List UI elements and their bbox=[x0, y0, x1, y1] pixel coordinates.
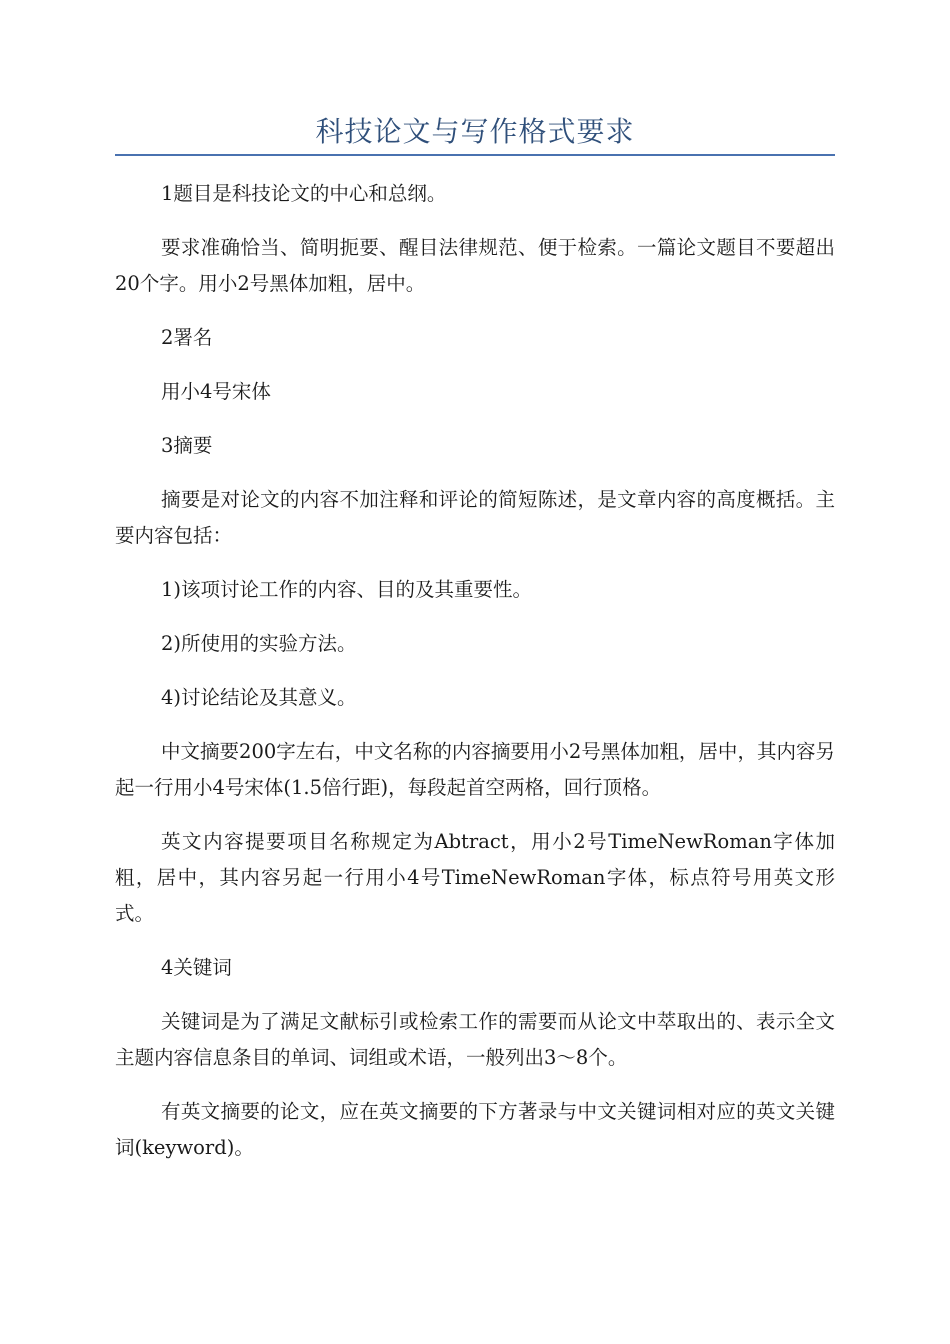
title-underline bbox=[115, 154, 835, 156]
paragraph-english-keywords: 有英文摘要的论文，应在英文摘要的下方著录与中文关键词相对应的英文关键词(keyword)。 bbox=[115, 1100, 835, 1159]
paragraph-english-abstract: 英文内容提要项目名称规定为Abtract，用小2号TimeNewRoman字体加粗，居中，其内容另起一行用小4号TimeNewRoman字体，标点符号用英文形式。 bbox=[115, 830, 835, 925]
paragraph-abstract-definition: 摘要是对论文的内容不加注释和评论的简短陈述，是文章内容的高度概括。主要内容包括： bbox=[115, 488, 835, 547]
paragraph-title-heading: 1题目是科技论文的中心和总纲。 bbox=[161, 182, 447, 205]
list-item-content: 1)该项讨论工作的内容、目的及其重要性。 bbox=[161, 578, 533, 601]
list-item-method: 2)所使用的实验方法。 bbox=[161, 632, 357, 655]
paragraph-abstract-heading: 3摘要 bbox=[161, 434, 213, 457]
paragraph-keywords-definition: 关键词是为了满足文献标引或检索工作的需要而从论文中萃取出的、表示全文主题内容信息条目的单词、词组或术语，一般列出3～8个。 bbox=[115, 1010, 835, 1069]
paragraph-title-requirements: 要求准确恰当、简明扼要、醒目法律规范、便于检索。一篇论文题目不要超出20个字。用小2号黑体加粗，居中。 bbox=[115, 236, 835, 295]
list-item-conclusion: 4)讨论结论及其意义。 bbox=[161, 686, 357, 709]
paragraph-signature-heading: 2署名 bbox=[161, 326, 213, 349]
paragraph-keywords-heading: 4关键词 bbox=[161, 956, 232, 979]
paragraph-chinese-abstract: 中文摘要200字左右，中文名称的内容摘要用小2号黑体加粗，居中，其内容另起一行用小4号宋体(1.5倍行距)，每段起首空两格，回行顶格。 bbox=[115, 740, 835, 799]
document-title: 科技论文与写作格式要求 bbox=[315, 115, 635, 148]
paragraph-signature-font: 用小4号宋体 bbox=[161, 380, 271, 403]
document-body bbox=[115, 176, 835, 1184]
